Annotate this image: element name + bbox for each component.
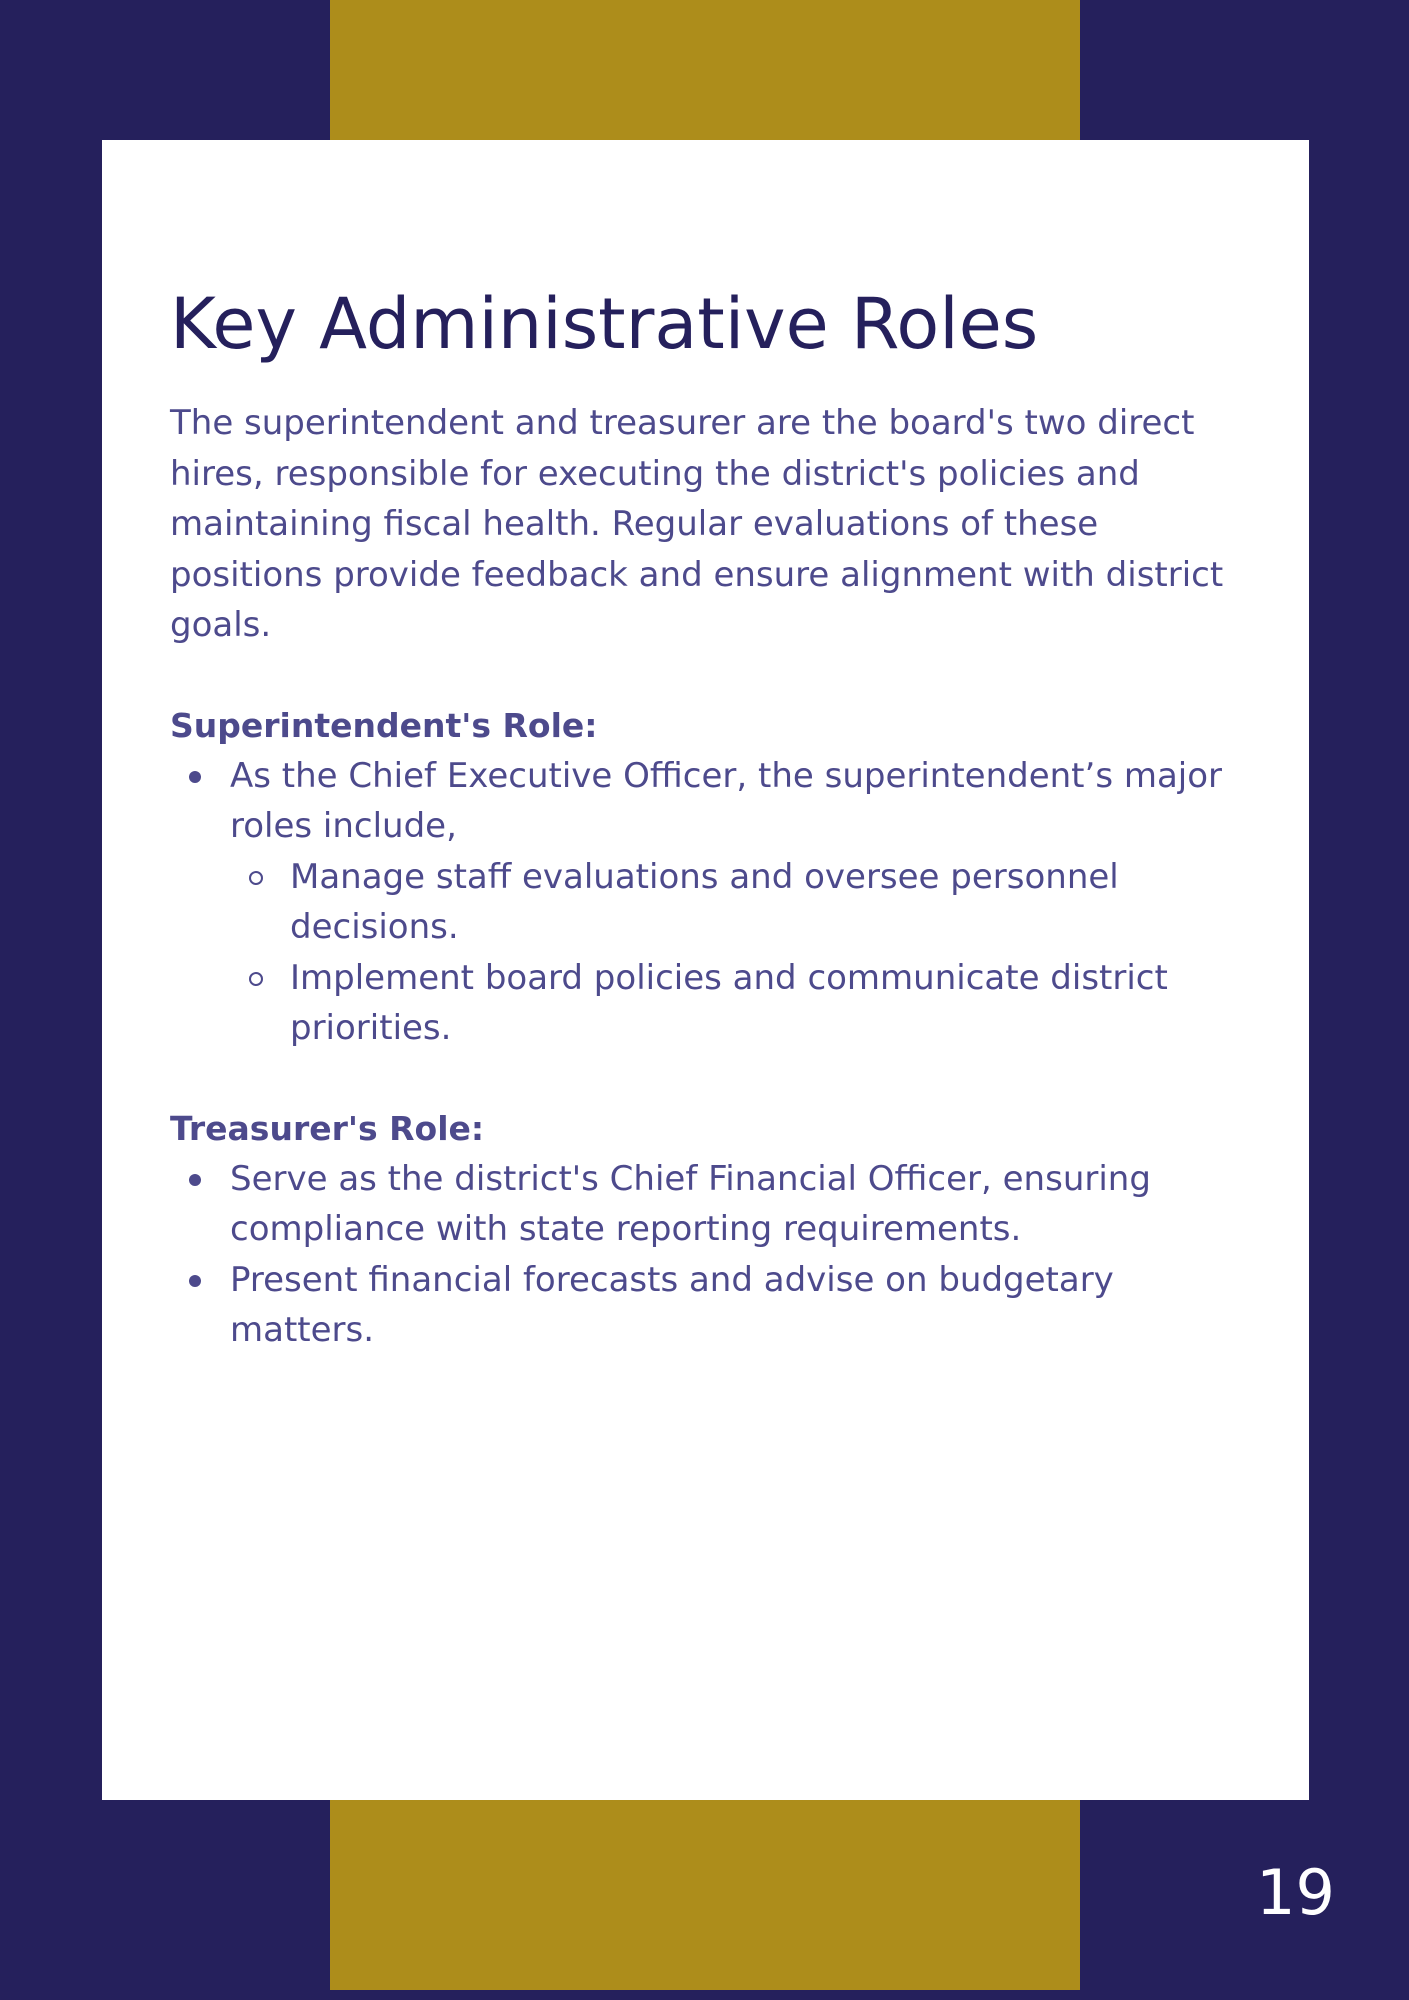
- superintendent-bullet-list: [170, 751, 1260, 1054]
- hollow-bullet-icon: [249, 972, 263, 986]
- top-accent-stripe: [330, 0, 1080, 140]
- sub-list-item: [230, 953, 1260, 1054]
- treasurer-bullet-list: [170, 1154, 1260, 1356]
- hollow-bullet-icon: [249, 871, 263, 885]
- sub-list-item: [230, 852, 1260, 953]
- bullet-text: Serve as the district's Chief Financial Officer, ensuring compliance with state reporting requirements.: [230, 1158, 1151, 1249]
- content-card: [102, 140, 1309, 1800]
- bullet-text: Present financial forecasts and advise on budgetary matters.: [230, 1259, 1114, 1350]
- superintendent-heading: Superintendent's Role:: [170, 705, 598, 745]
- treasurer-heading: Treasurer's Role:: [170, 1108, 485, 1148]
- bullet-text: As the Chief Executive Officer, the superintendent’s major roles include,: [230, 755, 1223, 846]
- bullet-icon: [189, 771, 201, 783]
- bullet-icon: [189, 1275, 201, 1287]
- page-number: 19: [1256, 1856, 1335, 1929]
- list-item: [170, 1255, 1260, 1356]
- card-content: [170, 274, 1260, 1356]
- list-item: [170, 751, 1260, 1054]
- page-title: Key Administrative Roles: [170, 283, 1039, 365]
- bottom-accent-stripe: [330, 1800, 1080, 1990]
- intro-paragraph: The superintendent and treasurer are the board's two direct hires, responsible for executing the district's policies and maintaining fiscal health. Regular evaluations of these positions provide feedback and ensure alignment with district goals.: [170, 403, 1224, 645]
- sub-bullet-text: Implement board policies and communicate district priorities.: [290, 957, 1168, 1048]
- sub-bullet-text: Manage staff evaluations and oversee personnel decisions.: [290, 856, 1119, 947]
- list-item: [170, 1154, 1260, 1255]
- superintendent-sub-list: [230, 852, 1260, 1054]
- bullet-icon: [189, 1174, 201, 1186]
